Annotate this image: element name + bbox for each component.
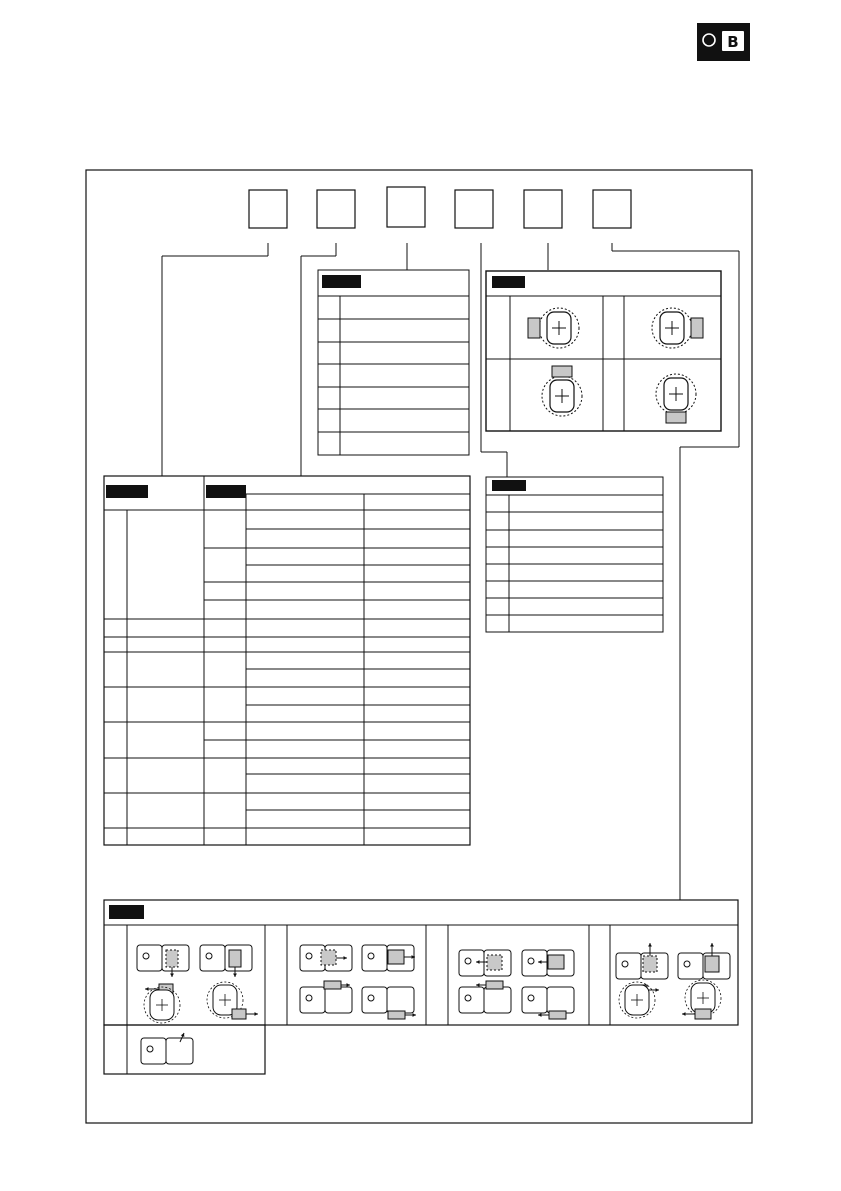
table-label-block [492,276,525,288]
motor-housing-icon [137,945,189,971]
bottom-panel-1 [137,945,258,1023]
mid-table [318,270,469,455]
motor-diagram-icon [542,366,582,416]
bottom-panel-3 [459,950,574,1019]
round-motor-icon [144,987,180,1023]
bottom-panel-5 [141,1033,193,1064]
housing-body [362,945,387,971]
motor-diagram-icon [656,374,696,423]
gearbox-block [486,981,503,989]
gearbox-block [695,1009,711,1019]
housing-body [459,950,484,976]
code-box [455,190,493,228]
table-label-block [492,480,526,491]
bottom-table [104,900,738,1074]
motor-housing-icon [459,950,511,976]
left-table [104,476,470,845]
gearbox-block [321,950,336,965]
housing-body [459,987,484,1013]
housing-body [362,987,387,1013]
code-box [593,190,631,228]
bottom-panel-4 [616,943,730,1019]
motor-housing-icon [362,987,414,1013]
gearbox-block [705,956,719,972]
motor-housing-icon [678,953,730,979]
arrow-head [412,1013,416,1017]
arrow-icon [476,983,486,987]
code-box-row [249,187,631,228]
arrow-head [476,983,480,987]
gearbox-block [324,981,341,989]
motor-housing-icon [141,1038,193,1064]
outer-frame [86,170,752,1123]
housing-body [522,987,547,1013]
code-box [524,190,562,228]
housing-body [616,953,641,979]
motor-housing-icon [459,987,511,1013]
arrow-head [145,987,149,991]
gearbox-block [548,955,564,969]
gearbox-block [549,1011,566,1019]
housing-extension [325,987,352,1013]
housing-extension [166,1038,193,1064]
gearbox-block [166,950,178,967]
arrow-icon [341,983,350,987]
gearbox-block [691,318,703,338]
motor-housing-icon [522,987,574,1013]
arrow-icon [405,1013,416,1017]
left-table-frame [104,476,470,845]
arrow-head [254,1012,258,1016]
housing-body [522,950,547,976]
gearbox-block [232,1009,246,1019]
arrow-icon [246,1012,258,1016]
motor-diagram-icon [528,308,579,348]
mid-table-frame [318,270,469,455]
arrow-head [170,973,174,977]
table-label-block [206,485,246,498]
arrow-icon [538,1013,549,1017]
bottom-panel-2 [300,945,416,1019]
gearbox-block [643,956,657,972]
housing-extension [387,987,414,1013]
code-box [387,187,425,227]
arrow-head [538,1013,542,1017]
table-label-block [106,485,148,498]
right-table-frame [486,477,663,632]
housing-body [141,1038,166,1064]
gearbox-block [552,366,572,377]
code-box [249,190,287,228]
motor-housing-icon [300,987,352,1013]
position-table [486,271,721,431]
housing-body [678,953,703,979]
gearbox-block [528,318,540,338]
housing-body [137,945,162,971]
arrow-head [710,943,714,947]
table-label-block [109,905,144,919]
arrow-head [648,943,652,947]
right-table [486,477,663,632]
arrow-head [682,1012,686,1016]
brand-logo [697,23,750,61]
gearbox-block [388,1011,405,1019]
housing-body [300,987,325,1013]
gearbox-block [229,950,241,967]
gearbox-block [666,412,686,423]
motor-housing-icon [616,953,668,979]
table-label-block [322,275,361,288]
housing-extension [484,987,511,1013]
motor-housing-icon [200,945,252,971]
gearbox-block [487,955,502,970]
arrow-head [655,988,659,992]
gearbox-block [388,950,404,964]
housing-body [200,945,225,971]
housing-extension [547,987,574,1013]
round-motor-icon [619,982,655,1018]
arrow-icon [682,1012,695,1016]
code-box [317,190,355,228]
arrow-head [233,973,237,977]
logo-letter: B [727,33,739,51]
motor-diagram-icon [652,308,703,348]
arrow-head [346,983,350,987]
